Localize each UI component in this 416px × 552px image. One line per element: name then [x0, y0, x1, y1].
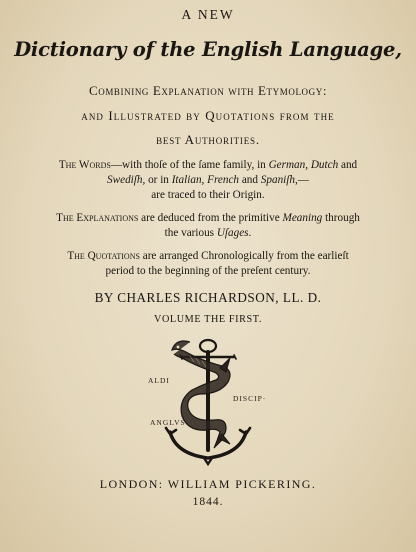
- para1-text-c: , or in: [142, 174, 172, 186]
- para2-text-b: through: [322, 212, 360, 224]
- para2-text-d: .: [248, 227, 252, 239]
- anchor-dolphin-icon: [130, 336, 286, 472]
- para2-text-c: the various: [164, 227, 217, 239]
- para1-lang-c: Italian, French: [171, 174, 240, 186]
- para1-line3: are traced to their Origin.: [151, 189, 265, 201]
- para1-lang-b: Swediſh: [107, 174, 143, 186]
- para1-text-d: and: [239, 174, 261, 186]
- para1-line2: [0, 175, 416, 186]
- para2-usages: Uſages: [216, 227, 249, 239]
- para2-line1: [0, 213, 416, 224]
- imprint-line: LONDON: WILLIAM PICKERING.: [99, 477, 317, 491]
- volume-line: VOLUME THE FIRST.: [153, 314, 263, 325]
- author-line: BY CHARLES RICHARDSON, LL. D.: [94, 290, 322, 305]
- para1-lead: The Words: [58, 159, 111, 171]
- year-line: 1844.: [192, 496, 224, 508]
- para3-lead: The Quotations: [67, 250, 140, 262]
- para3-text-a: are arranged Chronologically from the earlieſt: [139, 250, 349, 262]
- para1-line1: [0, 160, 416, 171]
- subtitle-line-2: and Illustrated by Quotations from the: [81, 108, 335, 123]
- main-title: Dictionary of the English Language,: [14, 38, 402, 61]
- para1-lang-d: Spaniſh: [260, 174, 295, 186]
- device-word-aldi: ALDI: [148, 376, 170, 385]
- device-word-anglvs: ANGLVS: [150, 418, 186, 427]
- para2-line2: [0, 228, 416, 239]
- subtitle-line-3: best Authorities.: [156, 132, 260, 147]
- para3-line1: [0, 251, 416, 262]
- para1-text-a: —with thoſe of the ſame family, in: [110, 159, 269, 171]
- para2-text-a: are deduced from the primitive: [138, 212, 283, 224]
- device-word-discip: DISCIP·: [233, 394, 267, 403]
- para3-line2: period to the beginning of the preſent century.: [105, 265, 311, 277]
- header-a-new: A NEW: [181, 7, 235, 22]
- para1-text-b: and: [338, 159, 358, 171]
- anchor-dolphin-device: [130, 336, 286, 472]
- para1-lang-a: German, Dutch: [268, 159, 339, 171]
- para1-text-e: ,—: [294, 174, 309, 186]
- para2-lead: The Explanations: [56, 212, 139, 224]
- subtitle-line-1: Combining Explanation with Etymology:: [88, 83, 328, 98]
- para2-meaning: Meaning: [282, 212, 323, 224]
